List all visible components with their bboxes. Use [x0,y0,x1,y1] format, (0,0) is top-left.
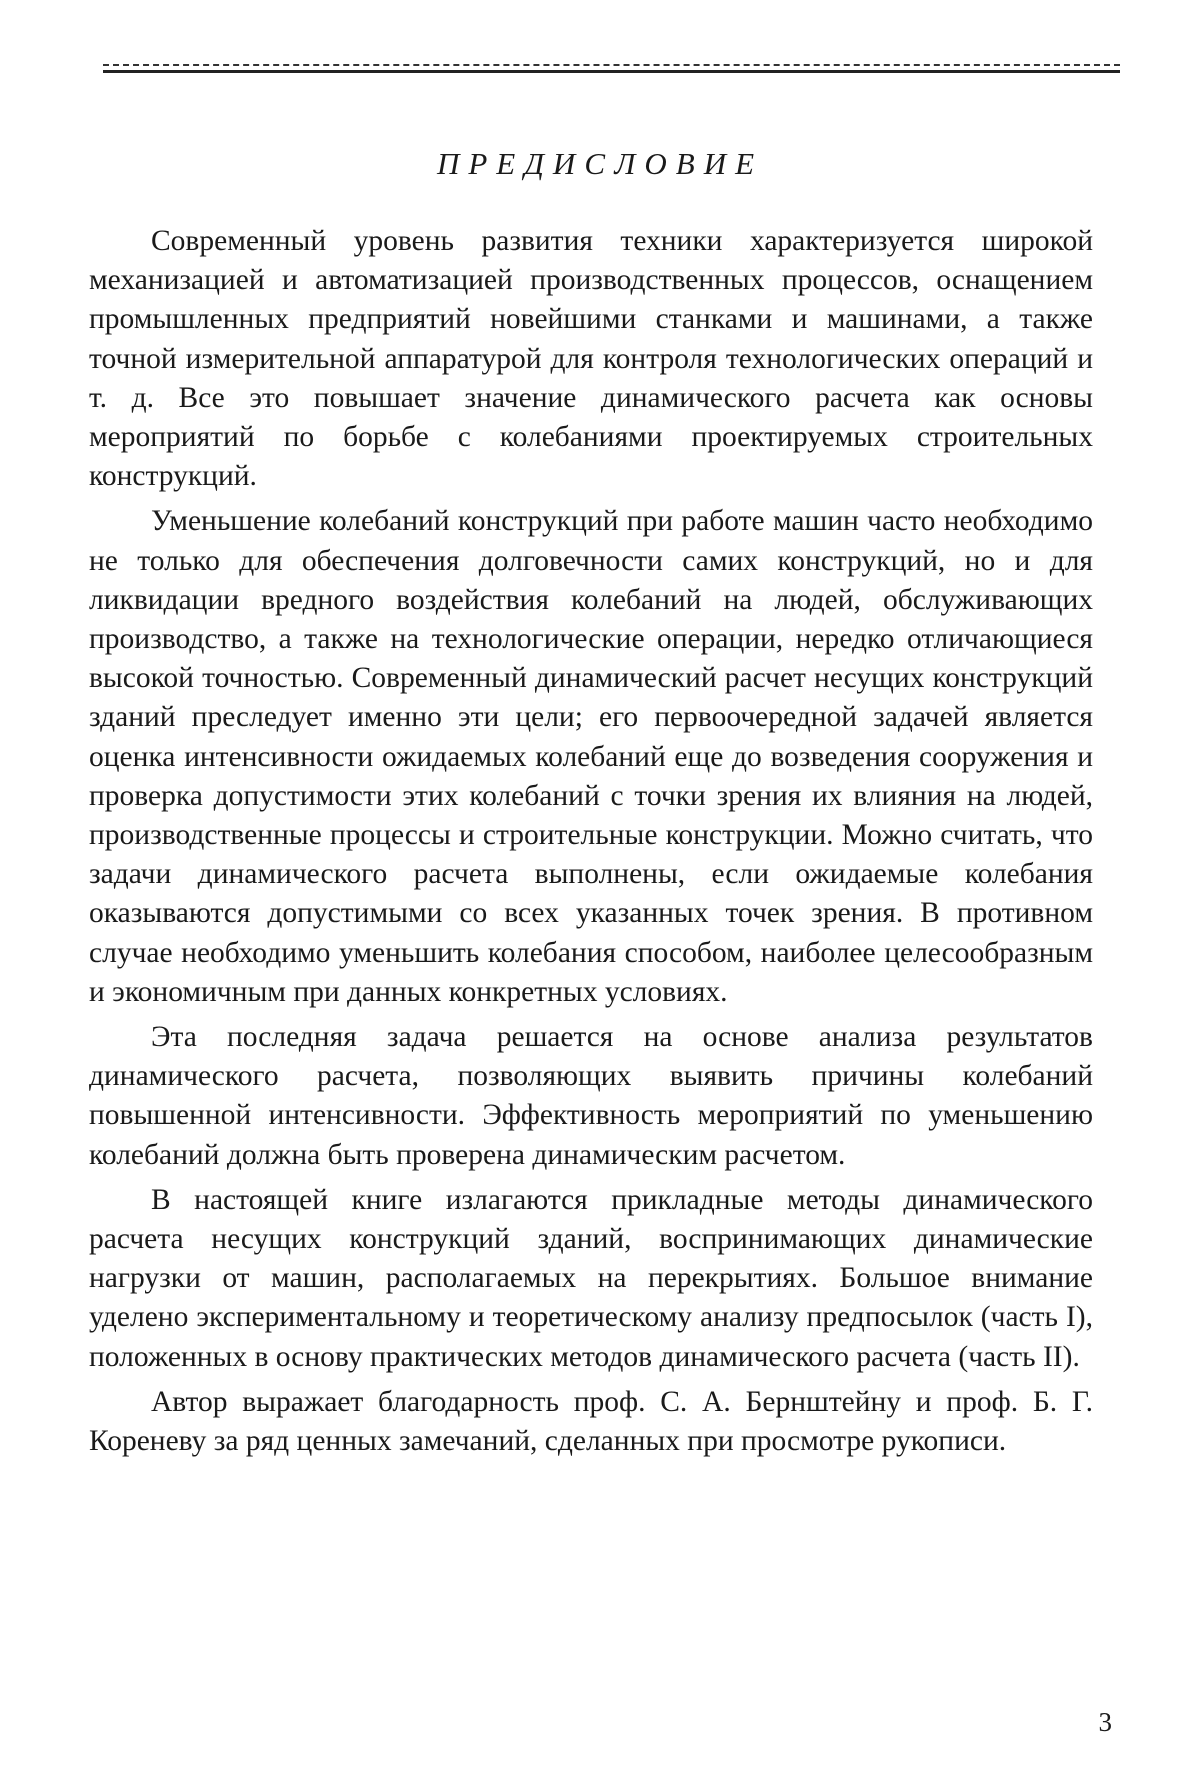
preface-body [89,222,1093,1461]
page-title: ПРЕДИСЛОВИЕ [436,146,764,181]
paragraph-2: Уменьшение колебаний конструкций при работе машин часто необходимо не только для обеспечения долговечности самих конструкций, но и для ликвидации вредного воздействия колебаний на людей, обслуживающих производство, а также на технологические операции, нередко отличающиеся высокой точностью. Современный динамический расчет несущих конструкций зданий преследует именно эти цели; его первоочередной задачей является оценка интенсивности ожидаемых колебаний еще до возведения сооружения и проверка допустимости этих колебаний с точки зрения их влияния на людей, производственные процессы и строительные конструкции. Можно считать, что задачи динамического расчета выполнены, если ожидаемые колебания оказываются допустимыми со всех указанных точек зрения. В противном случае необходимо уменьшить колебания способом, наиболее целесообразным и экономичным при данных конкретных условиях. [89,505,1093,1008]
paragraph-1: Современный уровень развития техники характеризуется широкой механизацией и автоматизацией производственных процессов, оснащением промышленных предприятий новейшими станками и машинами, а также точной измерительной аппаратурой для контроля технологических операций и т. д. Все это повышает значение динамического расчета как основы мероприятий по борьбе с колебаниями проектируемых строительных конструкций. [89,225,1093,493]
header-rule [103,62,1120,76]
paragraph-3: Эта последняя задача решается на основе анализа результатов динамического расчета, позволяющих выявить причины колебаний повышенной интенсивности. Эффективность мероприятий по уменьшению колебаний должна быть проверена динамическим расчетом. [89,1021,1093,1171]
page-number: 3 [1098,1707,1112,1737]
header-rule-solid [103,70,1120,73]
paragraph-4: В настоящей книге излагаются прикладные методы динамического расчета несущих конструкций зданий, воспринимающих динамические нагрузки от машин, располагаемых на перекрытиях. Большое внимание уделено экспериментальному и теоретическому анализу предпосылок (часть I), положенных в основу практических методов динамического расчета (часть II). [89,1183,1093,1373]
header-rule-dashed [103,64,1120,66]
paragraph-5: Автор выражает благодарность проф. С. А. Бернштейну и проф. Б. Г. Кореневу за ряд ценных замечаний, сделанных при просмотре рукописи. [89,1385,1093,1458]
